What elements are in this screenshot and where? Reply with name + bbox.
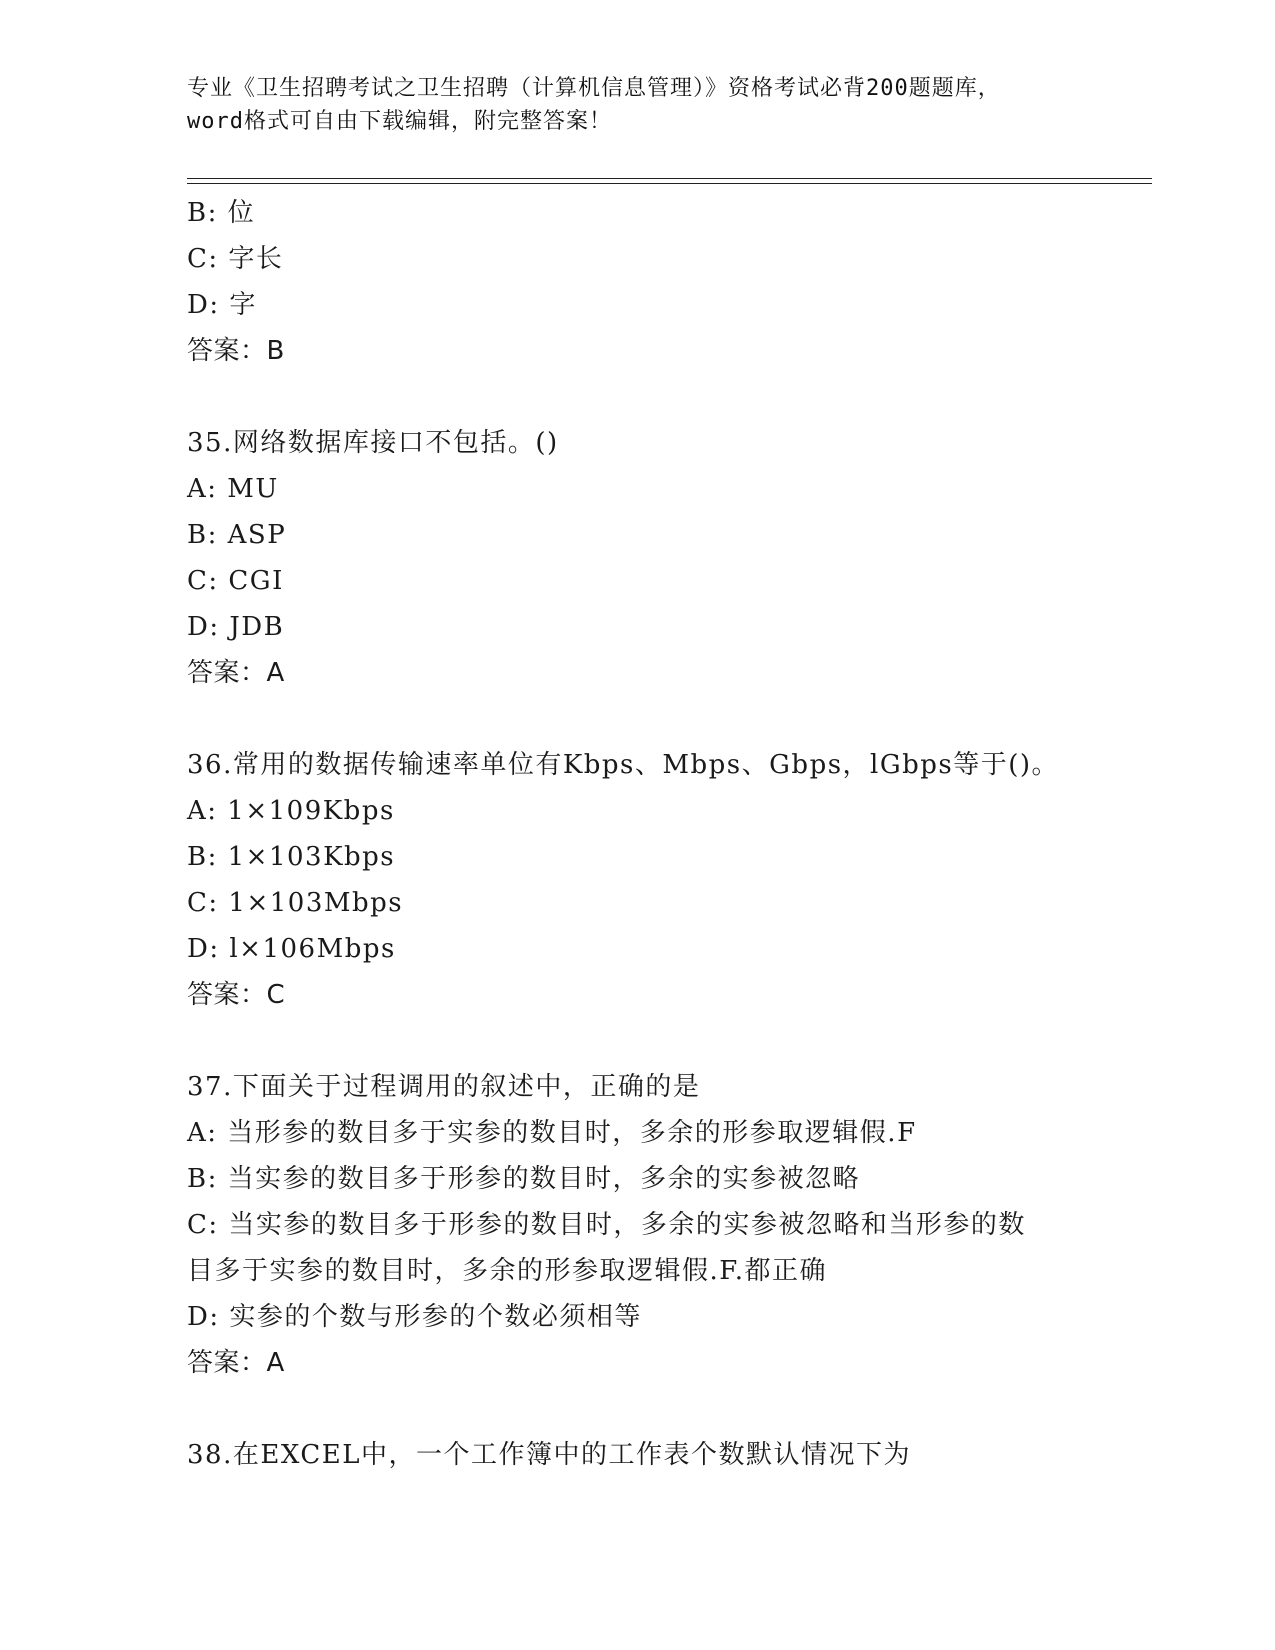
option-d: D: JDB [187, 612, 285, 642]
question-text: 35.网络数据库接口不包括。() [187, 428, 559, 458]
question-block-35 [187, 420, 1152, 696]
spacer [187, 696, 1152, 742]
option-d: D: 实参的个数与形参的个数必须相等 [187, 1302, 642, 1332]
header-title-line-1: 专业《卫生招聘考试之卫生招聘（计算机信息管理）》资格考试必背200题题库， [187, 76, 1001, 101]
option-c: C: 当实参的数目多于形参的数目时，多余的实参被忽略和当形参的数 [187, 1210, 1026, 1240]
question-text: 36.常用的数据传输速率单位有Kbps、Mbps、Gbps，lGbps等于()。 [187, 750, 1060, 780]
option-c: C: 1×103Mbps [187, 888, 404, 918]
option-d: D: 字 [187, 290, 257, 320]
spacer [187, 1018, 1152, 1064]
spacer [187, 1386, 1152, 1432]
option-b: B: 当实参的数目多于形参的数目时，多余的实参被忽略 [187, 1164, 861, 1194]
option-a: A: MU [187, 474, 279, 504]
question-text: 37.下面关于过程调用的叙述中，正确的是 [187, 1072, 701, 1102]
answer-line: 答案：B [187, 336, 285, 366]
header-divider-bottom [187, 183, 1152, 184]
question-block-38 [187, 1432, 1152, 1478]
option-a: A: 1×109Kbps [187, 796, 395, 826]
question-block-36 [187, 742, 1152, 1018]
option-c-continued: 目多于实参的数目时，多余的形参取逻辑假.F.都正确 [187, 1256, 828, 1286]
option-d: D: l×106Mbps [187, 934, 396, 964]
question-list [187, 190, 1152, 1478]
spacer [187, 374, 1152, 420]
option-c: C: 字长 [187, 244, 284, 274]
answer-line: 答案：C [187, 980, 286, 1010]
document-header [187, 72, 1087, 138]
question-block-37 [187, 1064, 1152, 1386]
answer-line: 答案：A [187, 658, 285, 688]
option-a: A: 当形参的数目多于实参的数目时，多余的形参取逻辑假.F [187, 1118, 917, 1148]
answer-line: 答案：A [187, 1348, 285, 1378]
option-c: C: CGI [187, 566, 284, 596]
question-block-34 [187, 190, 1152, 374]
header-divider-top [187, 178, 1152, 179]
option-b: B: 1×103Kbps [187, 842, 396, 872]
option-b: B: ASP [187, 520, 287, 550]
option-b: B: 位 [187, 198, 256, 228]
header-title-line-2: word格式可自由下载编辑，附完整答案！ [187, 109, 612, 134]
question-text: 38.在EXCEL中，一个工作簿中的工作表个数默认情况下为 [187, 1440, 912, 1470]
